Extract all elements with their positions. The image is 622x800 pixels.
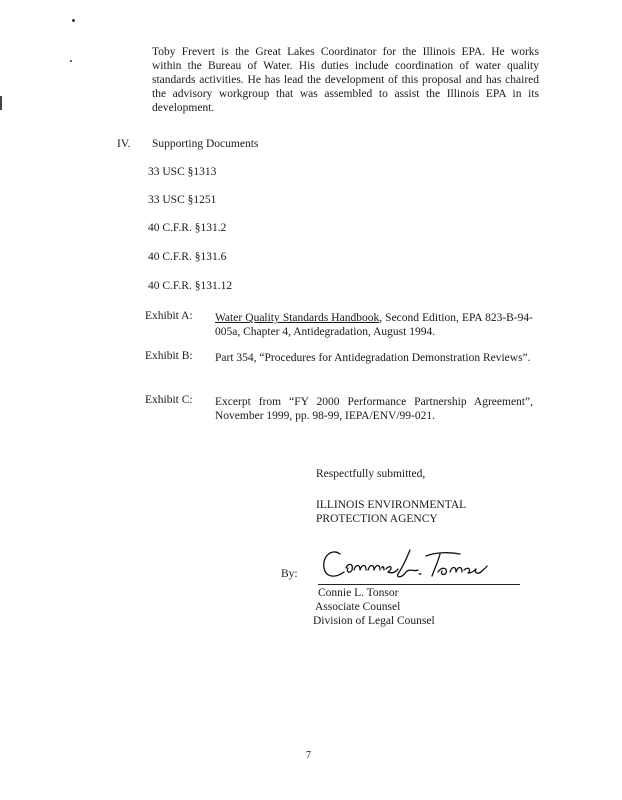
scan-edge-mark: [0, 96, 2, 110]
exhibit-label: Exhibit A:: [145, 310, 193, 322]
bio-line: Toby Frevert is the Great Lakes Coordinator for the Illinois EPA. He works: [152, 46, 539, 58]
by-label: By:: [281, 568, 298, 580]
closing-salutation: Respectfully submitted,: [316, 468, 426, 480]
exhibit-detail: , Second Edition, EPA 823-B-94-005a, Chapter 4, Antidegradation, August 1994.: [215, 312, 533, 338]
exhibit-description: [215, 311, 533, 339]
bio-line: within the Bureau of Water. His duties include coordination of water quality: [152, 60, 539, 72]
agency-name-line1: ILLINOIS ENVIRONMENTAL: [316, 499, 467, 511]
exhibit-detail: Excerpt from “FY 2000 Performance Partnership Agreement”, November 1999, pp. 98-99, IEPA/ENV/99-021.: [215, 396, 533, 422]
bio-line: standards activities. He has lead the development of this proposal and has chaired: [152, 74, 539, 86]
page-number: 7: [306, 750, 311, 761]
signer-name: Connie L. Tonsor: [318, 587, 399, 599]
document-reference: 40 C.F.R. §131.2: [148, 222, 227, 234]
document-reference: 40 C.F.R. §131.6: [148, 251, 227, 263]
handwritten-signature: [318, 542, 488, 586]
scan-speck: [70, 60, 72, 62]
section-title: Supporting Documents: [152, 138, 259, 150]
bio-line: the advisory workgroup that was assembled to assist the Illinois EPA in its: [152, 88, 539, 100]
exhibit-description: [215, 351, 533, 365]
signer-title: Associate Counsel: [315, 601, 401, 613]
scan-speck: [72, 19, 75, 22]
section-number: IV.: [117, 138, 131, 150]
exhibit-label: Exhibit C:: [145, 394, 193, 406]
document-reference: 40 C.F.R. §131.12: [148, 280, 233, 292]
document-reference: 33 USC §1251: [148, 194, 217, 206]
exhibit-detail: Part 354, “Procedures for Antidegradation Demonstration Reviews”.: [215, 352, 531, 364]
exhibit-label: Exhibit B:: [145, 350, 193, 362]
exhibit-title: Water Quality Standards Handbook: [215, 312, 380, 324]
agency-name-line2: PROTECTION AGENCY: [316, 513, 438, 525]
bio-line: development.: [152, 102, 215, 114]
document-reference: 33 USC §1313: [148, 166, 217, 178]
signer-division: Division of Legal Counsel: [313, 615, 435, 627]
bio-paragraph: [152, 45, 539, 115]
signature-line: [318, 584, 520, 585]
exhibit-description: [215, 395, 533, 423]
